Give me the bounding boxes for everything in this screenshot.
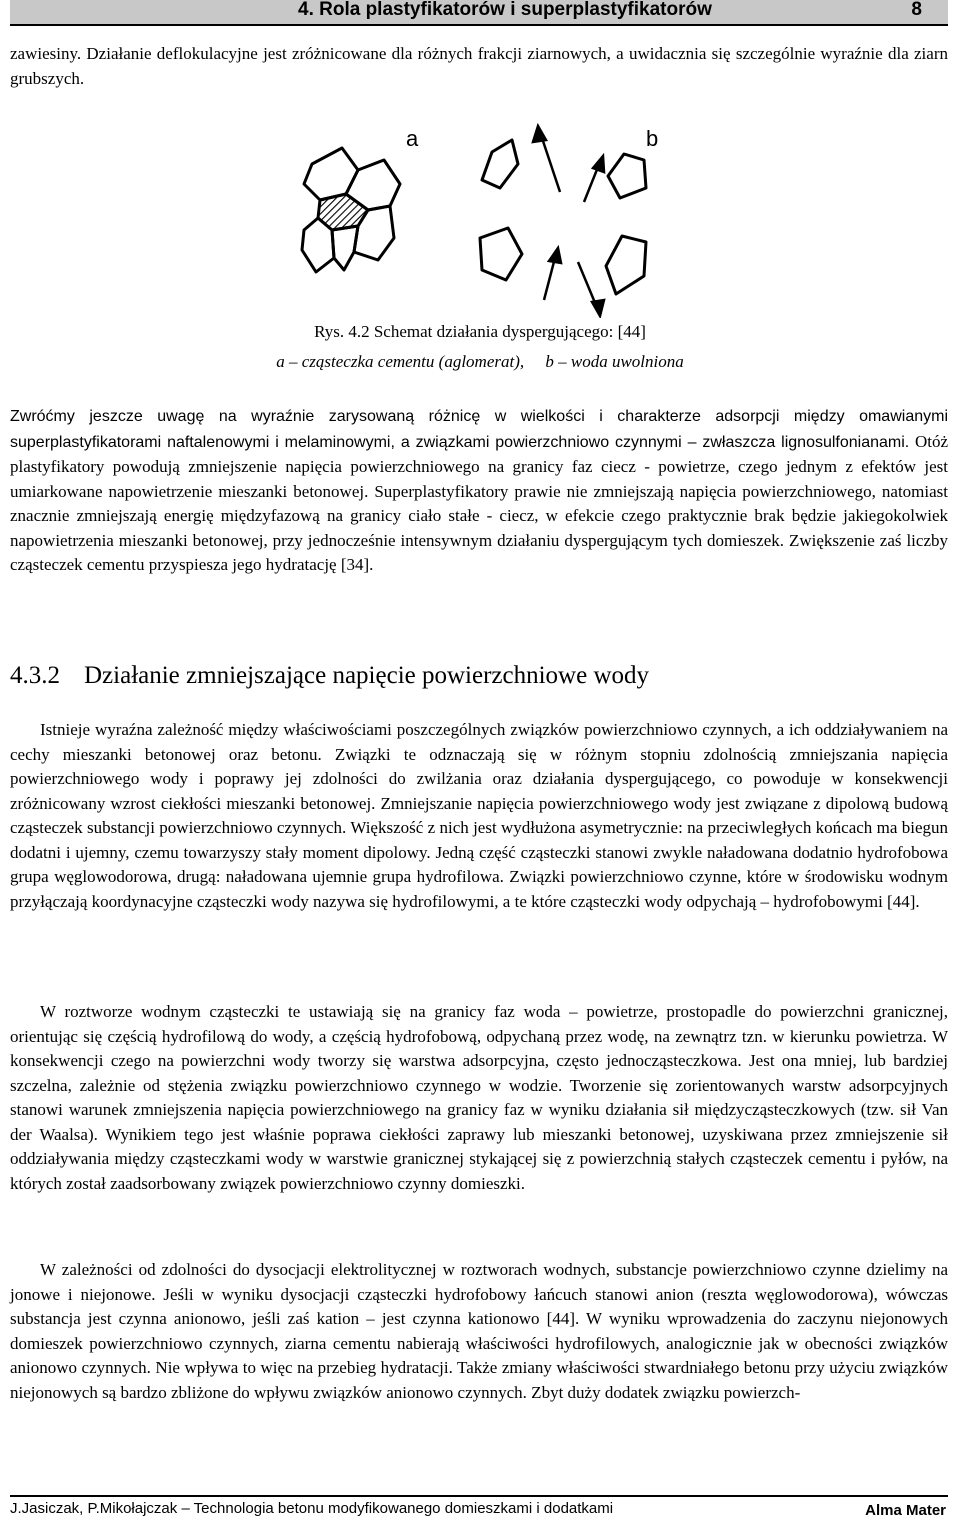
- cement-agglomerate: [302, 148, 400, 272]
- intro-paragraph: zawiesiny. Działanie deflokulacyjne jest zróżnicowane dla różnych frakcji ziarnowych, a uwidacznia się szczególnie wyraźnie dla ziarn grubszych.: [10, 44, 948, 88]
- adsorption-paragraph-cont: Otóż plastyfikatory powodują zmniejszenie napięcia powierzchniowego na granicy faz ciecz - powietrze, czego jednym z efektów jest umiarkowane napowietrzenie mieszanki betonowej. Superplastyfikatory prawie nie zmniejszają napięcia powierzchniowego, natomiast znacznie zmniejszają energię międzyfazową na granicy ciało stałe - ciecz, w efekcie czego praktycznie brak będzie jakiegokolwiek napowietrzenia mieszanki betonowej, przy jednocześnie intensywnym działaniu dyspergującym tych domieszek. Zwiększenie zaś liczby cząsteczek cementu przyspiesza jego hydratację [34].: [10, 431, 949, 574]
- body-paragraph: Istnieje wyraźna zależność między właściwościami poszczególnych związków powierzchniowo czynnych, a ich oddziaływaniem na cechy mieszanki betonowej oraz betonu. Związki te odznaczają się w różnym stopniu zdolnością zmniejszania napięcia powierzchniowego wody i poprawy jej zdolności do zwilżania oraz działania dyspergującego, co powoduje w konsekwencji zróżnicowany wzrost ciekłości mieszanki betonowej. Zmniejszanie napięcia powierzchniowego wody jest związane z dipolową budową cząsteczek substancji powierzchniowo czynnych. Większość z nich jest wydłużona asymetrycznie: na przeciwległych końcach ma biegun dodatni i ujemny, czemu towarzyszy stały moment dipolowy. Jedną część cząsteczki stanowi zwykle naładowana dodatnio hydrofobowa grupa węglowodorowa, drugą: naładowana ujemnie grupa hydrofilowa. Związki powierzchniowo czynne, które w środowisku wodnym przyłączają koordynacyjne cząsteczki wody nazywa się hydrofilowymi, a te które cząsteczki wody odpychają – hydrofobowymi [44].: [10, 720, 948, 911]
- figure-label-b: b: [646, 126, 659, 151]
- figure-caption-title: Rys. 4.2 Schemat działania dyspergującego: [44]: [314, 322, 646, 341]
- section-number: 4.3.2: [10, 662, 60, 689]
- footer-publisher: Alma Mater: [865, 1502, 946, 1519]
- page-number: 8: [911, 0, 922, 20]
- dispersion-schematic: [260, 118, 690, 318]
- body-paragraph: W zależności od zdolności do dysocjacji elektrolitycznej w roztworach wodnych, substancje powierzchniowo czynne dzielimy na jonowe i niejonowe. Jeśli w wyniku dysocjacji cząsteczki hydrofobowy łańcuch stanowi anion (reszta węglowodorowa), wówczas substancja jest czynna anionowo, jeśli zaś kation – jest czynna kationowo [44]. W wyniku wprowadzenia do zaczynu niejonowych domieszek powierzchniowo czynnych, ziarna cementu nabierają właściwości hydrofilowych, analogicznie jak w obecności związków anionowo czynnych. Nie wpływa to więc na przebieg hydratacji. Także zmiany właściwości stwardniałego betonu przy użyciu związków niejonowych są bardzo zbliżone do wpływu związków anionowo czynnych. Zbyt duży dodatek związku powierzch-: [10, 1260, 948, 1402]
- figure-caption-legend: a – cząsteczka cementu (aglomerat), b – woda uwolniona: [276, 352, 684, 371]
- header-title: 4. Rola plastyfikatorów i superplastyfikatorów: [298, 0, 712, 20]
- page-footer: [10, 1495, 948, 1517]
- dispersion-figure: [260, 118, 690, 318]
- body-paragraph: W roztworze wodnym cząsteczki te ustawiają się na granicy faz woda – powietrze, prostopadle do powierzchni granicznej, orientując się częścią hydrofilową do wody, a częścią hydrofobową, odpychaną przez wodę, na zewnątrz tzn. w kierunku powietrza. W konsekwencji czego na powierzchni wody tworzy się warstwa adsorpcyjna, często jednocząsteczkowa. Jest ona mniej, lub bardziej szczelna, zależnie od stężenia związku powierzchniowo czynnego w wodzie. Tworzenie się zorientowanych warstw adsorpcyjnych stanowi warunek zmniejszenia napięcia powierzchniowego na granicy faz w wyniku działania sił międzycząsteczkowych (tzw. sił Van der Waalsa). Wynikiem tego jest właśnie poprawa ciekłości zaprawy lub mieszanki betonowej, uzyskiwana przez zmniejszenie sił oddziaływania między cząsteczkami wody w warstwie granicznej stykającej się z powierzchnią stałych cząsteczek cementu i pyłów, na których został zaadsorbowany związek powierzchniowo czynny domieszki.: [10, 1002, 948, 1193]
- footer-authors-title: J.Jasiczak, P.Mikołajczak – Technologia betonu modyfikowanego domieszkami i dodatkami: [10, 1500, 614, 1517]
- section-title: Działanie zmniejszające napięcie powierzchniowe wody: [84, 662, 650, 689]
- section-heading: [10, 662, 649, 690]
- dispersion-arrows: [533, 126, 604, 316]
- adsorption-paragraph: [10, 404, 948, 578]
- dispersed-particles: [480, 140, 646, 294]
- page-header: [10, 0, 948, 26]
- figure-label-a: a: [406, 126, 419, 151]
- adsorption-paragraph-start: Zwróćmy jeszcze uwagę na wyraźnie zarysowaną różnicę w wielkości i charakterze adsorpcji między omawianymi superplastyfikatorami naftalenowymi i melaminowymi, a związkami powierzchniowo czynnymi – zwłaszcza lignosulfonianami.: [10, 408, 948, 451]
